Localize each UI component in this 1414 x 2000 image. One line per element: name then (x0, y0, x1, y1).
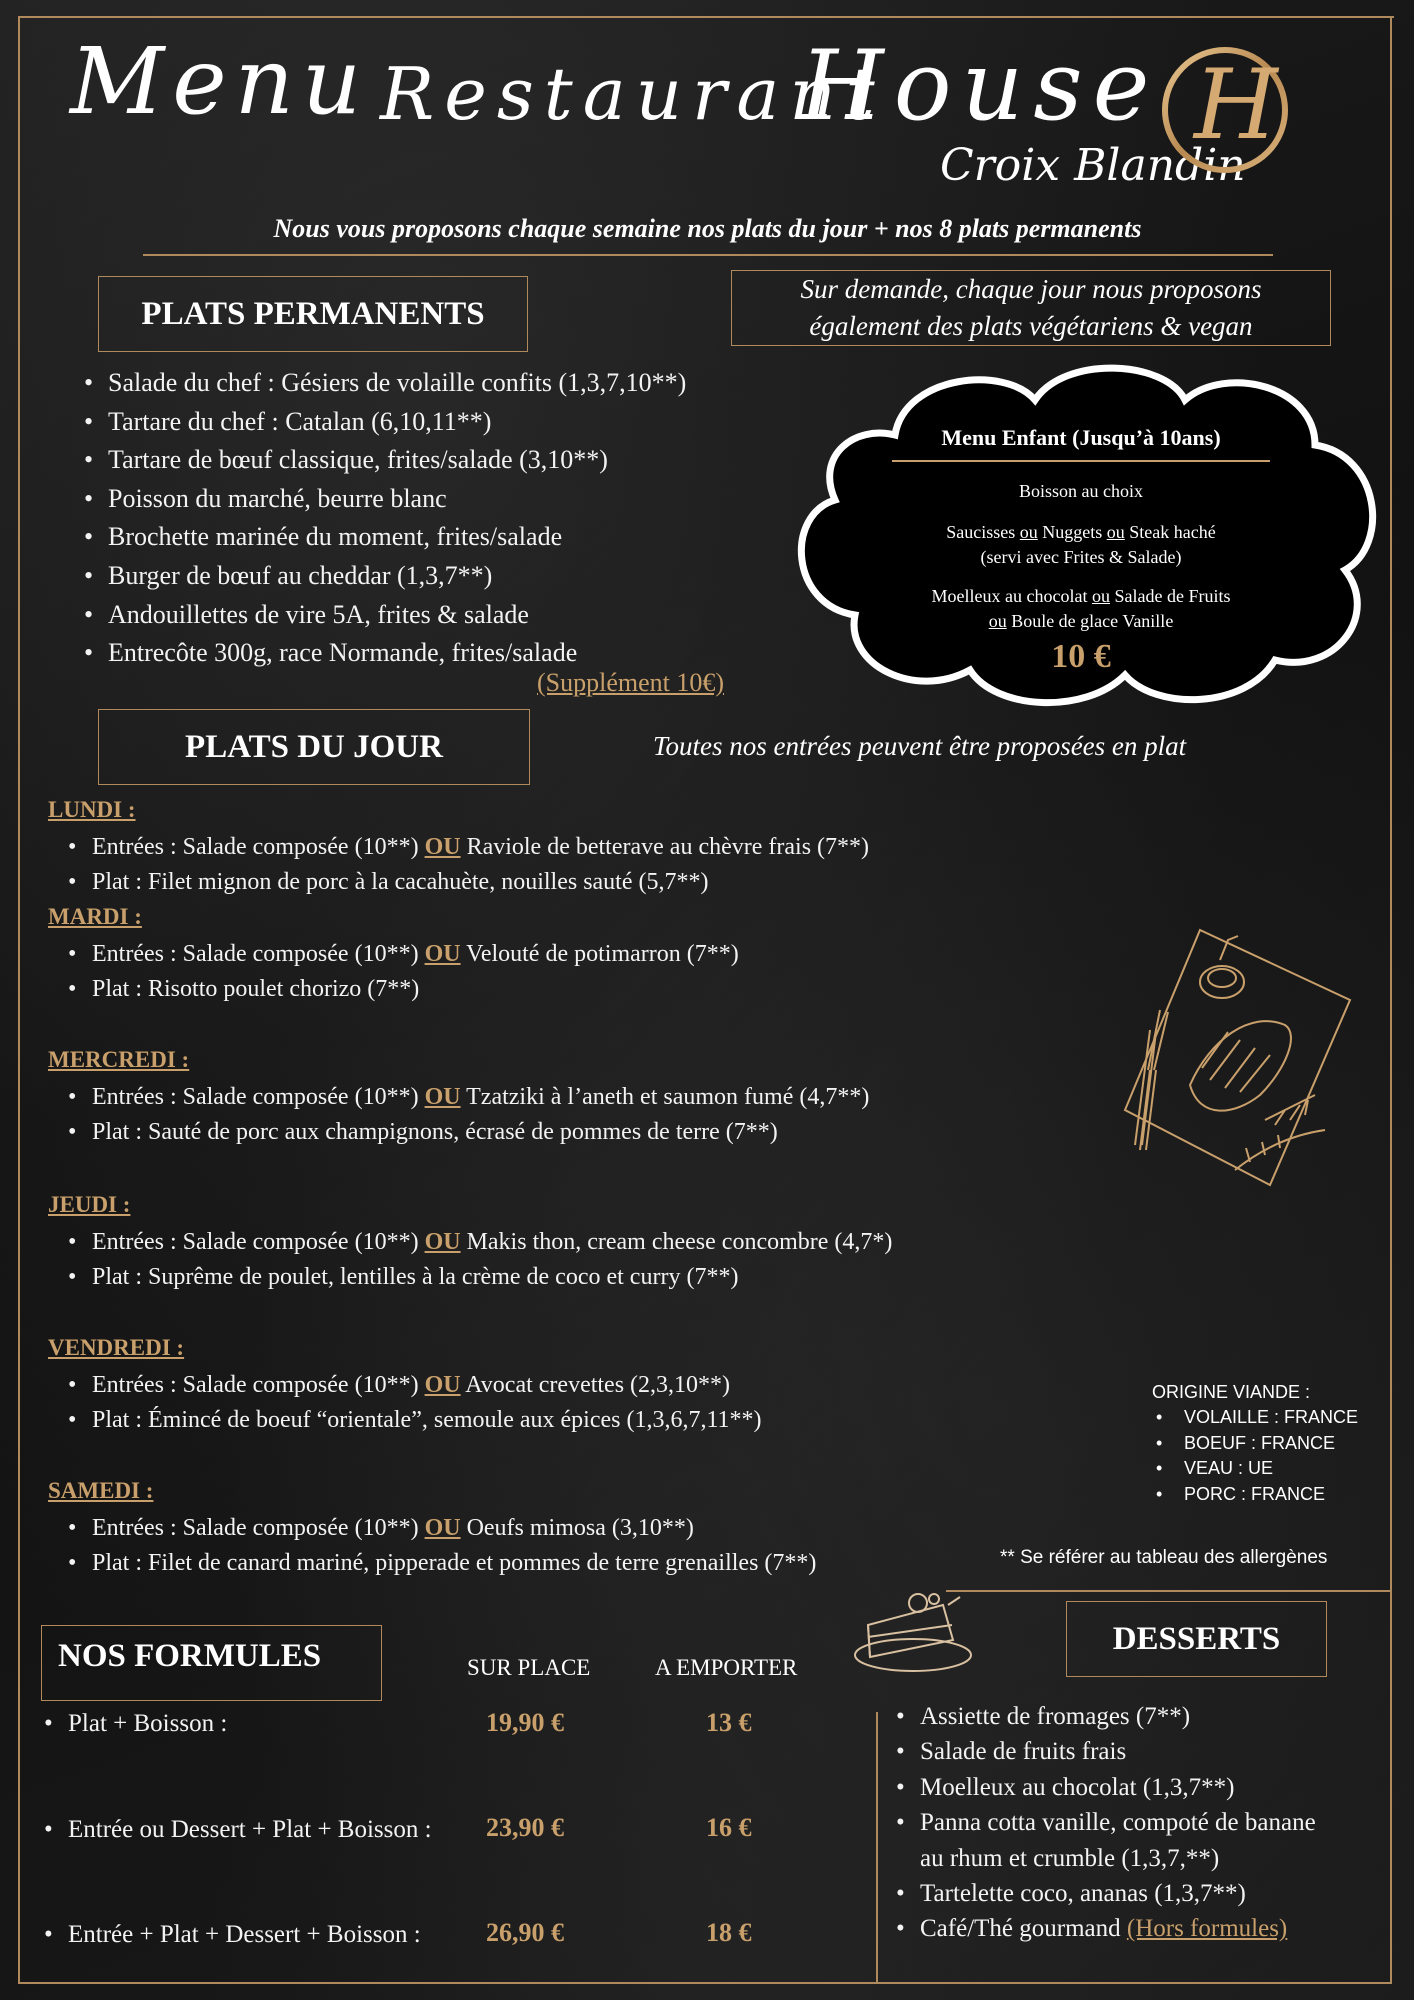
list-item: • Salade du chef : Gésiers de volaille confits (1,3,7,10**) (80, 364, 800, 403)
formule-list-row-0 (40, 1706, 227, 1742)
formule-label: • Entrée ou Dessert + Plat + Boisson : (40, 1812, 432, 1848)
list-item: • Plat : Filet de canard mariné, pipperade et pommes de terre grenailles (7**) (48, 1546, 816, 1581)
subtitle-croix-blandin: Croix Blandin (940, 140, 1246, 191)
list-item: • BOEUF : FRANCE (1152, 1431, 1358, 1457)
list-item: • Entrées : Salade composée (10**) OU Avocat crevettes (2,3,10**) (48, 1368, 762, 1403)
list-item: • Tartelette coco, ananas (1,3,7**) (892, 1876, 1382, 1911)
ou-label: OU (424, 1372, 461, 1398)
title-menu: Menu (70, 28, 370, 135)
day-mardi: MARDI : (48, 904, 142, 929)
kids-main-b: Nuggets (1042, 522, 1103, 542)
col-sur-place: SUR PLACE (467, 1655, 591, 1680)
day-mardi-list (48, 937, 739, 1007)
origine-title: ORIGINE VIANDE : (1152, 1382, 1311, 1402)
list-item: • VEAU : UE (1152, 1456, 1358, 1482)
vegetarian-note-box (731, 270, 1331, 346)
list-item: • VOLAILLE : FRANCE (1152, 1405, 1358, 1431)
day-samedi-list (48, 1511, 816, 1581)
origine-block (1152, 1382, 1358, 1507)
kids-menu-price: 10 € (1051, 638, 1111, 675)
kids-main-c: Steak haché (1129, 522, 1216, 542)
ou-label: OU (424, 1515, 461, 1541)
kids-dessert (775, 584, 1387, 609)
kids-drink: Boisson au choix (1019, 481, 1143, 501)
col-emporter: A EMPORTER (655, 1655, 798, 1680)
cake-slice-icon (848, 1585, 978, 1677)
list-item: • Entrées : Salade composée (10**) OU Tzatziki à l’aneth et saumon fumé (4,7**) (48, 1080, 869, 1115)
vegetarian-note-line1: Sur demande, chaque jour nous proposons (800, 274, 1262, 304)
list-item: • Plat : Émincé de boeuf “orientale”, semoule aux épices (1,3,6,7,11**) (48, 1403, 762, 1438)
supplement-note: (Supplément 10€) (537, 668, 725, 697)
list-item: • Entrées : Salade composée (10**) OU Raviole de betterave au chèvre frais (7**) (48, 830, 869, 865)
list-item: • Salade de fruits frais (892, 1734, 1382, 1769)
ou-label: OU (424, 1084, 461, 1110)
list-item: • Plat : Risotto poulet chorizo (7**) (48, 972, 739, 1007)
day-jeudi-list (48, 1225, 892, 1295)
list-item: • Assiette de fromages (7**) (892, 1699, 1382, 1734)
list-item: • Tartare de bœuf classique, frites/salade (3,10**) (80, 441, 800, 480)
nos-formules-title: NOS FORMULES (41, 1625, 382, 1701)
kids-title-underline (892, 460, 1270, 462)
allergen-note: ** Se référer au tableau des allergènes (1000, 1547, 1328, 1568)
day-lundi-list (48, 830, 869, 900)
day-samedi: SAMEDI : (48, 1478, 154, 1503)
day-mercredi-list (48, 1080, 869, 1150)
day-vendredi: VENDREDI : (48, 1335, 185, 1360)
formule-label: • Entrée + Plat + Dessert + Boisson : (40, 1917, 421, 1953)
formule-list-row-2 (40, 1917, 421, 1953)
list-item: • Poisson du marché, beurre blanc (80, 480, 800, 519)
tagline-underline (143, 254, 1273, 256)
list-item: • Panna cotta vanille, compoté de banane au rhum et crumble (1,3,7,**) (892, 1805, 1382, 1876)
desserts-top-line (946, 1590, 1392, 1592)
kids-dessert-a: Moelleux au chocolat (931, 586, 1088, 606)
formule-price-emporter: 18 € (706, 1918, 752, 1947)
plats-du-jour-note: Toutes nos entrées peuvent être proposées en plat (653, 731, 1187, 761)
frame-bottom (18, 1982, 1392, 1984)
ou-label: OU (424, 941, 461, 967)
formule-price-emporter: 16 € (706, 1813, 752, 1842)
desserts-left-line (876, 1712, 878, 1982)
hors-formules-note: (Hors formules) (1126, 1915, 1288, 1943)
day-mercredi: MERCREDI : (48, 1047, 190, 1072)
list-item: • Plat : Filet mignon de porc à la cacahuète, nouilles sauté (5,7**) (48, 865, 869, 900)
list-item: • Plat : Sauté de porc aux champignons, écrasé de pommes de terre (7**) (48, 1115, 869, 1150)
frame-left (18, 16, 20, 1984)
list-item: • Entrées : Salade composée (10**) OU Velouté de potimarron (7**) (48, 937, 739, 972)
day-vendredi-list (48, 1368, 762, 1438)
list-item: • Plat : Suprême de poulet, lentilles à la crème de coco et curry (7**) (48, 1260, 892, 1295)
kids-dessert-or2: ou (988, 611, 1007, 631)
formule-price-sur-place: 19,90 € (486, 1708, 564, 1737)
list-item: • Brochette marinée du moment, frites/salade (80, 518, 800, 557)
permanents-list (80, 364, 800, 673)
desserts-title: DESSERTS (1066, 1601, 1327, 1677)
plats-du-jour-title: PLATS DU JOUR (98, 709, 530, 785)
title-house: House (800, 30, 1160, 142)
list-item: • Moelleux au chocolat (1,3,7**) (892, 1770, 1382, 1805)
list-item: • Entrées : Salade composée (10**) OU Makis thon, cream cheese concombre (4,7*) (48, 1225, 892, 1260)
list-item: • Café/Thé gourmand (Hors formules) (892, 1911, 1382, 1946)
kids-main-or2: ou (1106, 522, 1125, 542)
list-item: • Entrecôte 300g, race Normande, frites/salade (80, 634, 800, 673)
kids-main-a: Saucisses (946, 522, 1016, 542)
kids-main (775, 520, 1387, 545)
kids-main-note: (servi avec Frites & Salade) (980, 547, 1182, 567)
vegetarian-note-line2: également des plats végétariens & vegan (809, 311, 1253, 341)
origine-list (1152, 1405, 1358, 1507)
formule-list-row-1 (40, 1812, 432, 1848)
frame-right (1390, 16, 1392, 1984)
list-item: • Entrées : Salade composée (10**) OU Oeufs mimosa (3,10**) (48, 1511, 816, 1546)
kids-main-or1: ou (1019, 522, 1038, 542)
plats-permanents-title: PLATS PERMANENTS (98, 276, 528, 352)
list-item: • Andouillettes de vire 5A, frites & salade (80, 596, 800, 635)
cutting-board-icon (1110, 920, 1360, 1190)
list-item: • Tartare du chef : Catalan (6,10,11**) (80, 403, 800, 442)
list-item: • PORC : FRANCE (1152, 1482, 1358, 1508)
kids-dessert-b: Salade de Fruits (1114, 586, 1231, 606)
logo-letter: H (1194, 49, 1278, 161)
kids-dessert-or1: ou (1091, 586, 1110, 606)
ou-label: OU (424, 1229, 461, 1255)
desserts-list (892, 1699, 1382, 1947)
day-jeudi: JEUDI : (48, 1192, 131, 1217)
kids-menu-title: Menu Enfant (Jusqu’à 10ans) (941, 425, 1221, 450)
frame-top (18, 16, 1394, 18)
ou-label: OU (424, 834, 461, 860)
list-item: • Burger de bœuf au cheddar (1,3,7**) (80, 557, 800, 596)
title-restaurant: Restaurant (380, 52, 885, 136)
day-lundi: LUNDI : (48, 797, 136, 822)
formule-price-emporter: 13 € (706, 1708, 752, 1737)
formule-price-sur-place: 23,90 € (486, 1813, 564, 1842)
logo-h-icon (1160, 45, 1290, 175)
formule-label: • Plat + Boisson : (40, 1706, 227, 1742)
kids-dessert-c: Boule de glace Vanille (1011, 611, 1174, 631)
kids-menu-cloud (775, 355, 1387, 720)
tagline: Nous vous proposons chaque semaine nos plats du jour + nos 8 plats permanents (273, 214, 1142, 243)
formule-price-sur-place: 26,90 € (486, 1918, 564, 1947)
